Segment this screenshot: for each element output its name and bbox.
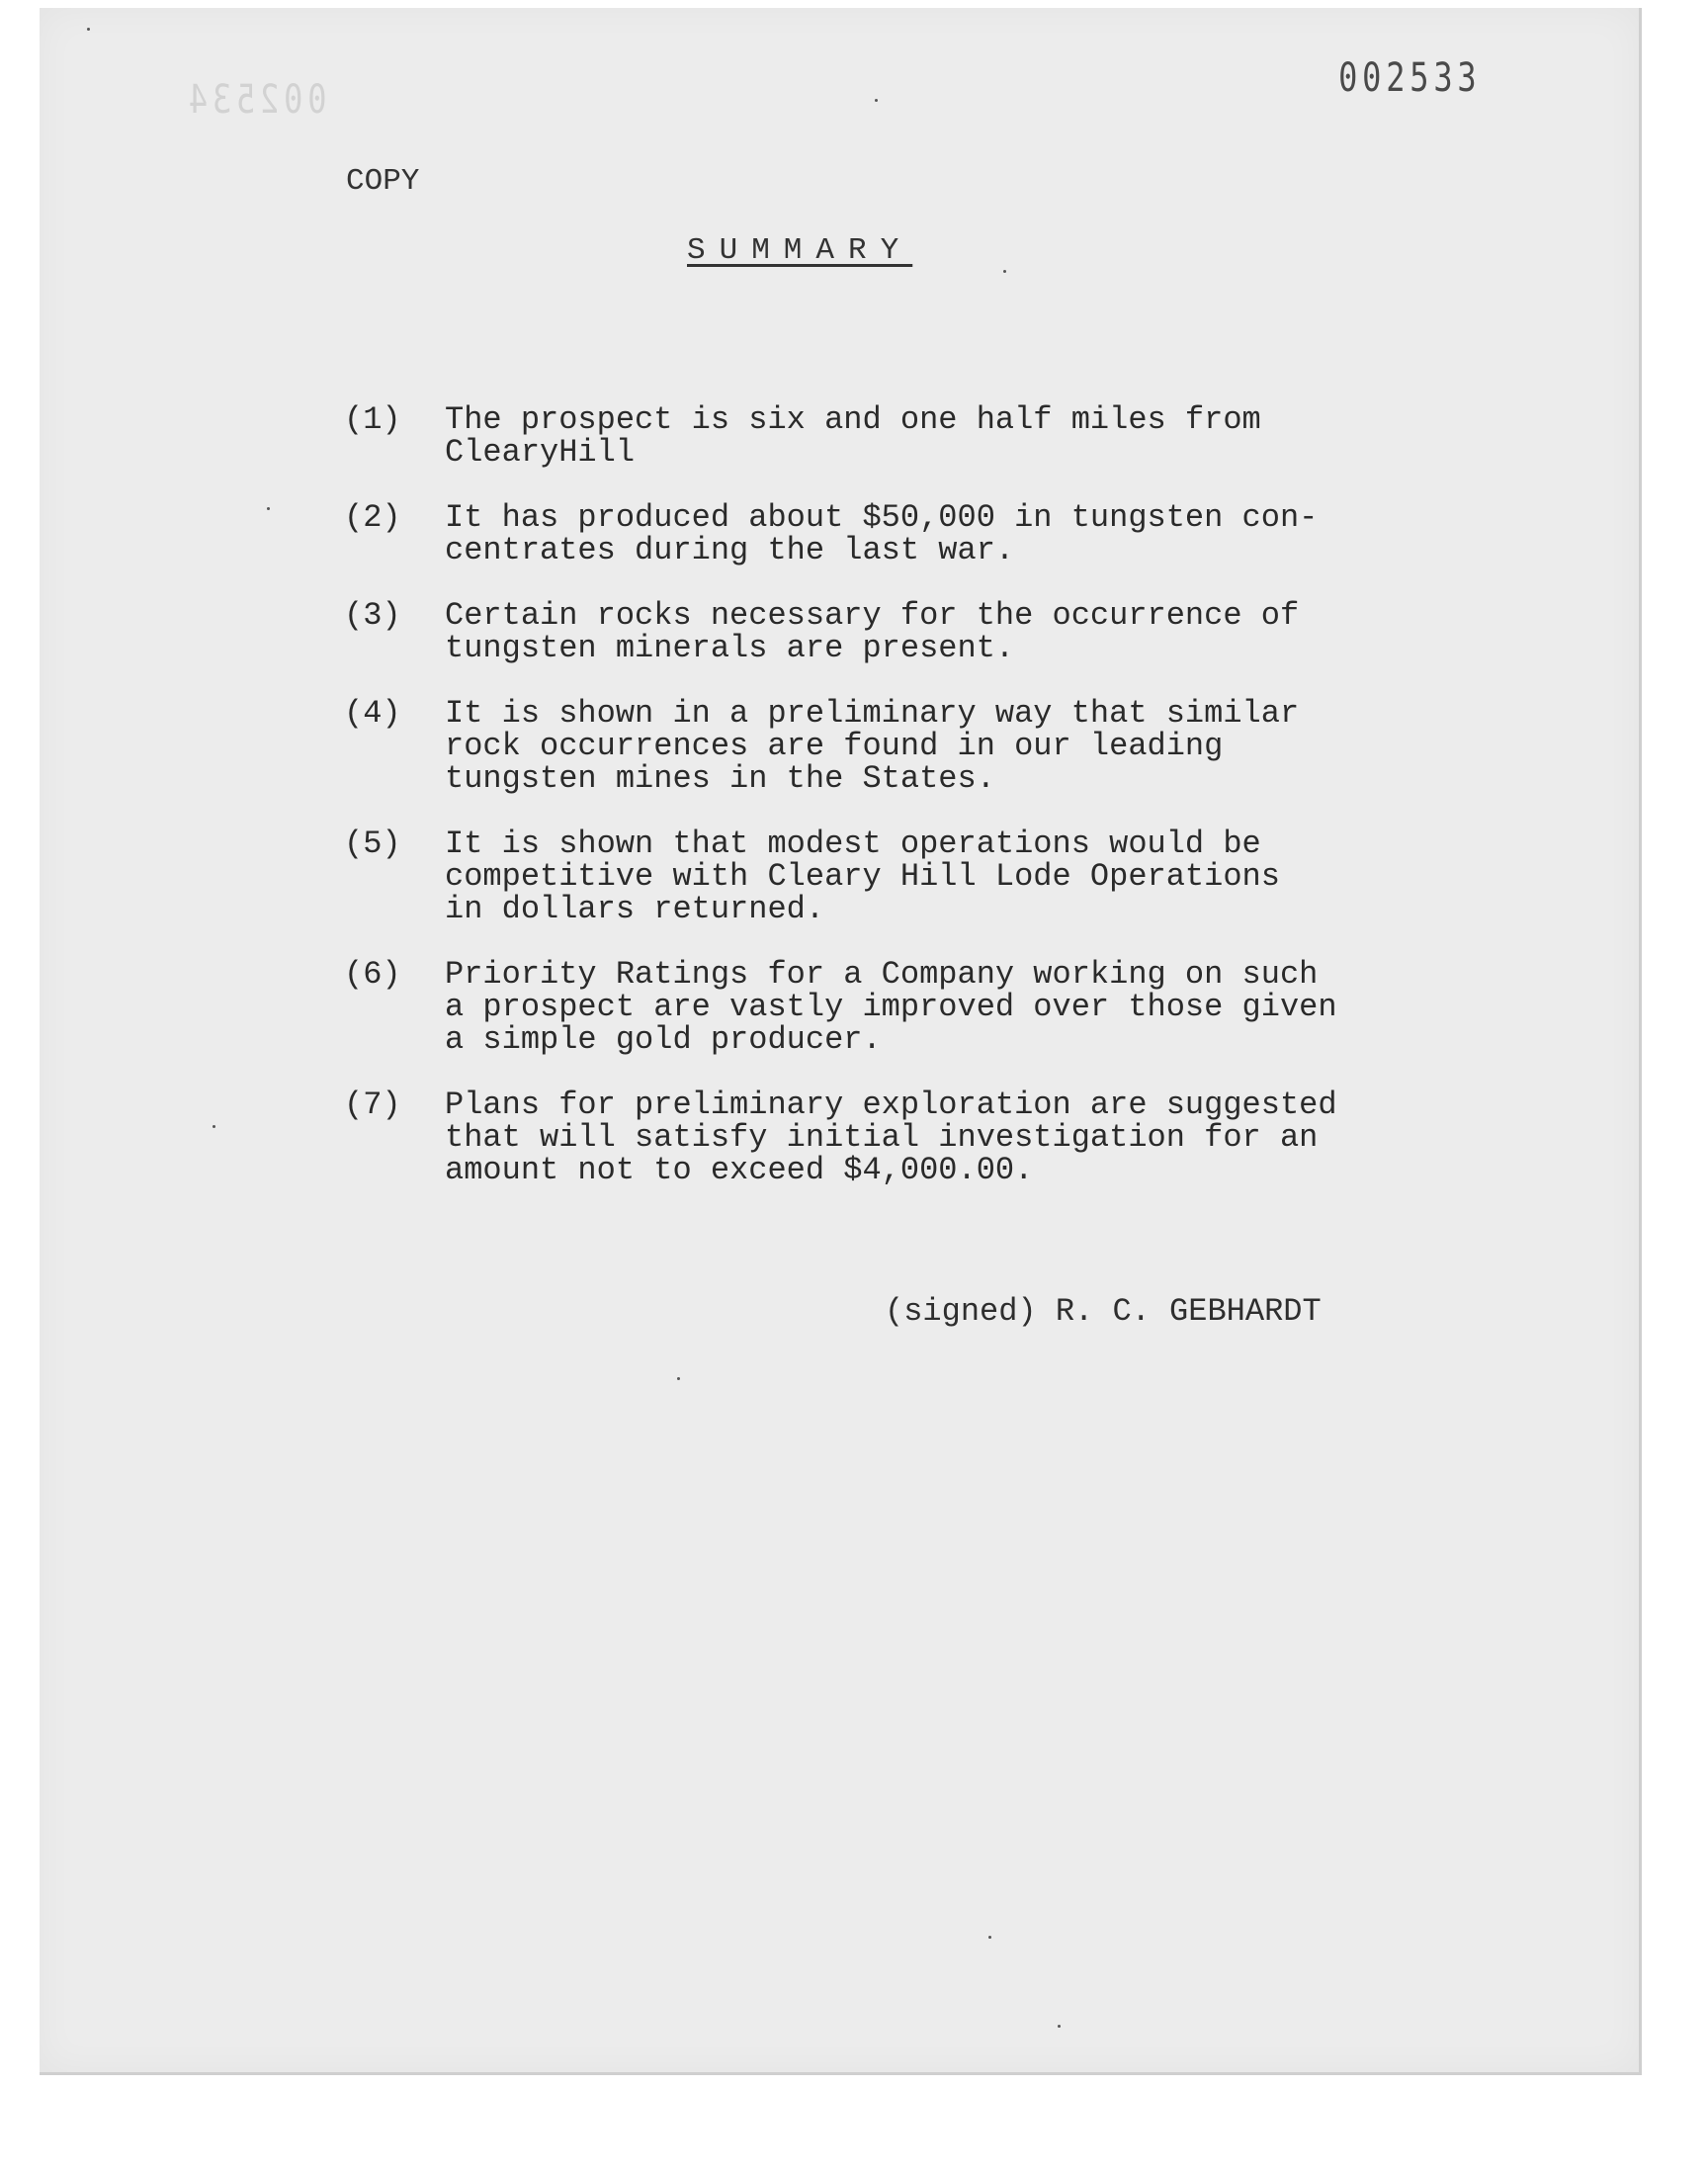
list-item [344, 697, 1431, 795]
document-number: 002533 [1337, 55, 1481, 101]
item-number: (5) [344, 826, 401, 862]
item-number: (4) [344, 695, 401, 732]
scan-speck [988, 1936, 991, 1939]
scan-speck [213, 1125, 215, 1128]
item-number: (6) [344, 956, 401, 993]
item-number: (3) [344, 597, 401, 634]
item-text: It is shown that modest operations would be competitive with Cleary Hill Lode Operations in dollars returned. [445, 826, 1280, 927]
page-title: SUMMARY [687, 233, 913, 268]
copy-label: COPY [346, 164, 420, 199]
scan-speck [267, 507, 270, 510]
scan-speck [677, 1377, 680, 1380]
signature-line: (signed) R. C. GEBHARDT [885, 1293, 1322, 1330]
item-text: The prospect is six and one half miles from ClearyHill [445, 401, 1261, 471]
scan-speck [1003, 270, 1006, 273]
bleed-through-number: 002534 [184, 77, 327, 123]
item-text: It is shown in a preliminary way that similar rock occurrences are found in our leading tungsten mines in the States. [445, 695, 1300, 797]
list-item [344, 958, 1431, 1056]
list-item [344, 501, 1431, 566]
item-number: (2) [344, 499, 401, 536]
item-number: (1) [344, 401, 401, 438]
list-item [344, 599, 1431, 664]
list-item [344, 403, 1431, 469]
scan-speck [875, 99, 878, 102]
scan-speck [87, 28, 90, 31]
summary-list [344, 403, 1431, 1219]
item-number: (7) [344, 1087, 401, 1123]
item-text: Certain rocks necessary for the occurrence of tungsten minerals are present. [445, 597, 1300, 666]
item-text: It has produced about $50,000 in tungsten con- centrates during the last war. [445, 499, 1319, 568]
item-text: Priority Ratings for a Company working on such a prospect are vastly improved over those given a simple gold producer. [445, 956, 1337, 1058]
item-text: Plans for preliminary exploration are suggested that will satisfy initial investigation for an amount not to exceed $4,000.00. [445, 1087, 1337, 1188]
list-item [344, 827, 1431, 925]
scan-speck [1058, 2025, 1061, 2028]
list-item [344, 1088, 1431, 1186]
document-page [40, 8, 1642, 2075]
